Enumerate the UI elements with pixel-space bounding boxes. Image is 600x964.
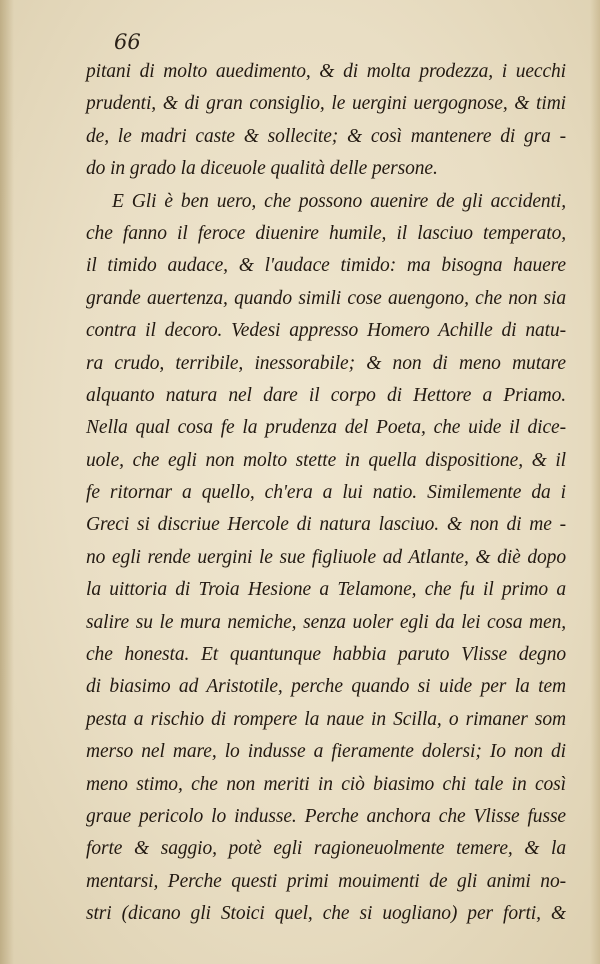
page-edge-shadow bbox=[0, 0, 14, 964]
text-line: che fanno il feroce diuenire humile, il lasciuo temperato, bbox=[86, 222, 566, 244]
text-line: do in grado la diceuole qualità delle persone. bbox=[86, 158, 438, 180]
text-line: de, le madri caste & sollecite; & così mantenere di gra - bbox=[86, 125, 566, 147]
page-edge-shadow bbox=[590, 0, 600, 964]
text-line: merso nel mare, lo indusse a fieramente dolersi; Io non di bbox=[86, 741, 566, 763]
text-line: fe ritornar a quello, ch'era a lui natio. Similemente da i bbox=[86, 482, 566, 504]
text-line: contra il decoro. Vedesi appresso Homero Achille di natu- bbox=[86, 320, 566, 342]
text-line: stri (dicano gli Stoici quel, che si uogliano) per forti, & bbox=[86, 903, 566, 925]
text-line: E Gli è ben uero, che possono auenire de gli accidenti, bbox=[112, 190, 566, 212]
text-line: che honesta. Et quantunque habbia paruto Vlisse degno bbox=[86, 644, 566, 666]
text-line: graue pericolo lo indusse. Perche anchora che Vlisse fusse bbox=[86, 805, 566, 827]
text-line: il timido audace, & l'audace timido: ma bisogna hauere bbox=[86, 255, 566, 277]
text-line: pitani di molto auedimento, & di molta prodezza, i uecchi bbox=[86, 61, 566, 82]
text-line: ra crudo, terribile, inessorabile; & non di meno mutare bbox=[86, 352, 566, 374]
text-line: salire su le mura nemiche, senza uoler egli da lei cosa men, bbox=[86, 611, 566, 633]
text-line: uole, che egli non molto stette in quella dispositione, & il bbox=[86, 449, 566, 471]
text-line: prudenti, & di gran consiglio, le uergini uergognose, & timi bbox=[86, 93, 566, 115]
text-line: di biasimo ad Aristotile, perche quando si uide per la tem bbox=[86, 676, 566, 698]
text-line: Greci si discriue Hercole di natura lasciuo. & non di me - bbox=[86, 514, 566, 536]
text-line: no egli rende uergini le sue figliuole ad Atlante, & diè dopo bbox=[86, 546, 566, 568]
text-line: la uittoria di Troia Hesione a Telamone, che fu il primo a bbox=[86, 579, 566, 601]
page-number: 66 bbox=[114, 30, 141, 54]
text-line: forte & saggio, potè egli ragioneuolmente temere, & la bbox=[86, 838, 566, 860]
text-line: grande auertenza, quando simili cose auengono, che non sia bbox=[86, 287, 566, 309]
text-line: pesta a rischio di rompere la naue in Scilla, o rimaner som bbox=[86, 708, 566, 730]
body-text bbox=[86, 56, 566, 931]
text-line: Nella qual cosa fe la prudenza del Poeta, che uide il dice- bbox=[86, 417, 566, 439]
text-line: mentarsi, Perche questi primi mouimenti de gli animi no- bbox=[86, 870, 566, 892]
text-line: meno stimo, che non meriti in ciò biasimo chi tale in così bbox=[86, 773, 566, 795]
text-line: alquanto natura nel dare il corpo di Hettore a Priamo. bbox=[86, 384, 566, 406]
